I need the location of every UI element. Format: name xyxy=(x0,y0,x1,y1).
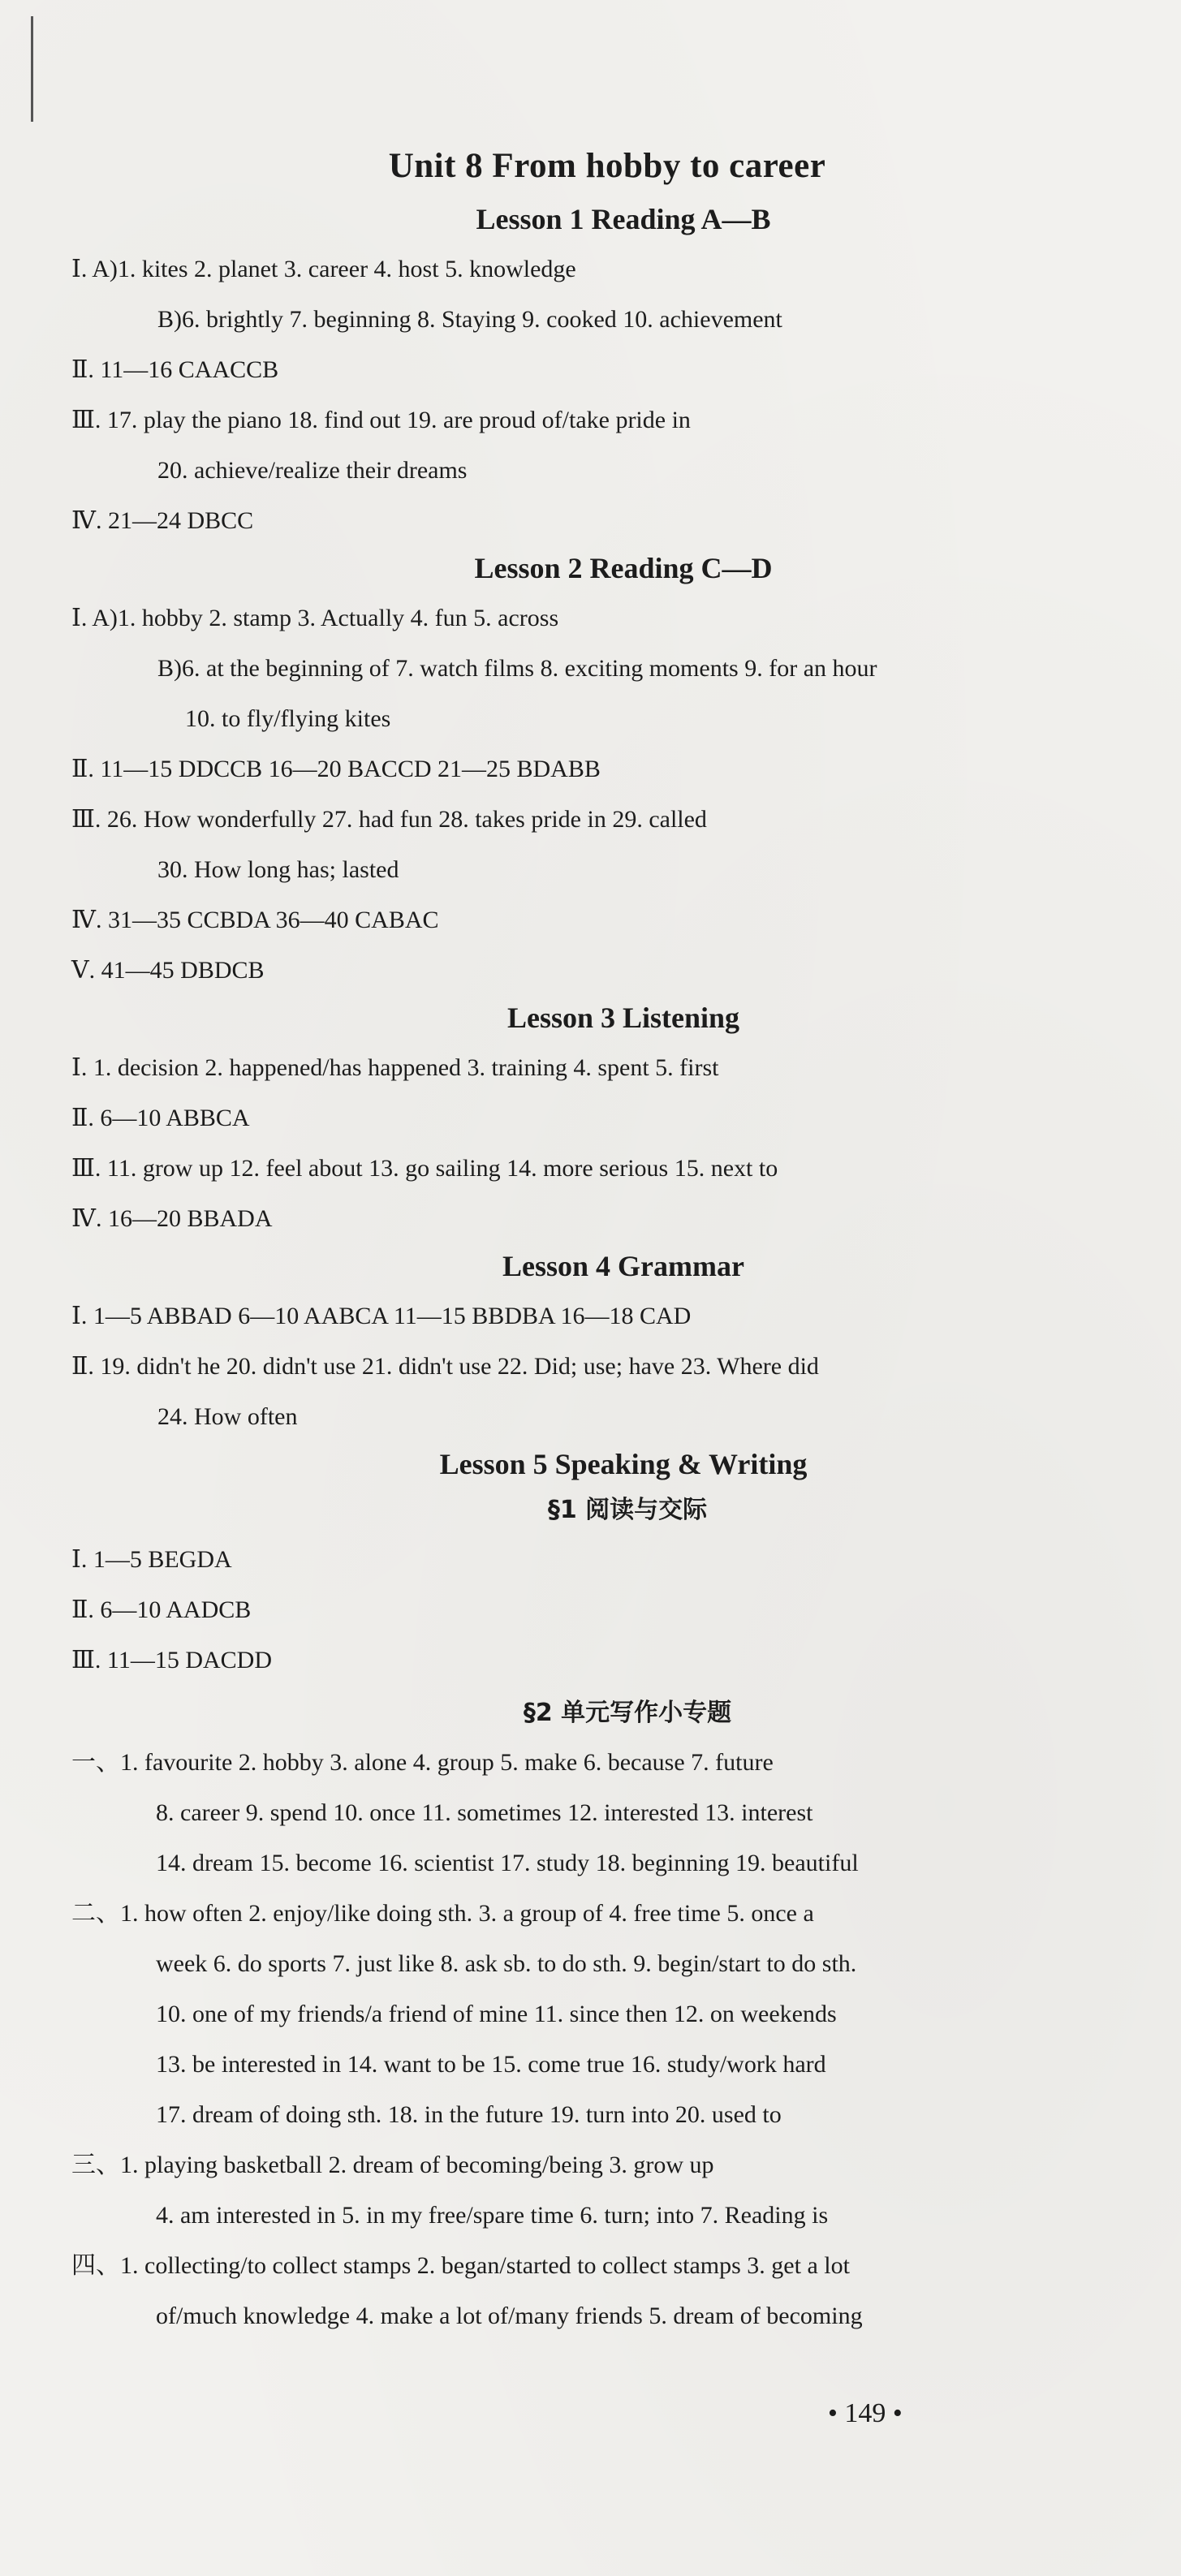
section-subtitle: §1 阅读与交际 xyxy=(547,1496,708,1524)
answer-line: 24. How often xyxy=(157,1403,298,1430)
answer-line: week 6. do sports 7. just like 8. ask sb. to do sth. 9. begin/start to do sth. xyxy=(156,1950,857,1977)
answer-line: 30. How long has; lasted xyxy=(157,856,399,883)
page-number-text: • 149 • xyxy=(828,2398,903,2428)
answer-line: Ⅴ. 41—45 DBDCB xyxy=(71,957,265,984)
answer-line: Ⅱ. 6—10 ABBCA xyxy=(71,1105,250,1131)
answer-line: Ⅳ. 16—20 BBADA xyxy=(71,1205,273,1232)
answer-line: 17. dream of doing sth. 18. in the future 19. turn into 20. used to xyxy=(156,2101,782,2128)
section-subtitle: §2 单元写作小专题 xyxy=(523,1699,732,1727)
answer-line: Ⅰ. 1—5 ABBAD 6—10 AABCA 11—15 BBDBA 16—18 CAD xyxy=(71,1303,692,1329)
answer-line: Ⅱ. 19. didn't he 20. didn't use 21. didn't use 22. Did; use; have 23. Where did xyxy=(71,1353,819,1380)
answer-line: 二、1. how often 2. enjoy/like doing sth. 3. a group of 4. free time 5. once a xyxy=(71,1900,814,1927)
answer-line: of/much knowledge 4. make a lot of/many friends 5. dream of becoming xyxy=(156,2302,863,2329)
answer-line: 14. dream 15. become 16. scientist 17. study 18. beginning 19. beautiful xyxy=(156,1850,859,1876)
answer-line: Ⅲ. 11—15 DACDD xyxy=(71,1647,272,1674)
unit-title: Unit 8 From hobby to career xyxy=(388,147,826,185)
answer-line: Ⅰ. 1. decision 2. happened/has happened 3. training 4. spent 5. first xyxy=(71,1054,719,1081)
answer-line: Ⅲ. 11. grow up 12. feel about 13. go sailing 14. more serious 15. next to xyxy=(71,1155,778,1182)
answer-line: 三、1. playing basketball 2. dream of becoming/being 3. grow up xyxy=(71,2152,714,2178)
lesson-title: Lesson 4 Grammar xyxy=(502,1250,744,1282)
answer-line: 4. am interested in 5. in my free/spare time 6. turn; into 7. Reading is xyxy=(156,2202,829,2229)
lesson-title: Lesson 5 Speaking & Writing xyxy=(439,1448,808,1480)
lesson-title: Lesson 1 Reading A—B xyxy=(476,203,771,235)
answer-line: 一、1. favourite 2. hobby 3. alone 4. group 5. make 6. because 7. future xyxy=(71,1749,774,1776)
answer-line: Ⅱ. 11—15 DDCCB 16—20 BACCD 21—25 BDABB xyxy=(71,756,601,782)
answer-line: Ⅲ. 26. How wonderfully 27. had fun 28. takes pride in 29. called xyxy=(71,806,707,833)
answer-line: Ⅱ. 11—16 CAACCB xyxy=(71,356,279,383)
answer-line: 10. to fly/flying kites xyxy=(185,705,391,732)
answer-line: 8. career 9. spend 10. once 11. sometimes 12. interested 13. interest xyxy=(156,1799,813,1826)
answer-line: Ⅳ. 21—24 DBCC xyxy=(71,507,254,534)
page-number xyxy=(828,2398,903,2429)
answer-line: 13. be interested in 14. want to be 15. come true 16. study/work hard xyxy=(156,2051,826,2078)
answer-line: Ⅲ. 17. play the piano 18. find out 19. are proud of/take pride in xyxy=(71,407,691,433)
lesson-title: Lesson 2 Reading C—D xyxy=(474,552,773,584)
answer-line: B)6. at the beginning of 7. watch films 8. exciting moments 9. for an hour xyxy=(157,655,877,682)
answer-line: Ⅰ. 1—5 BEGDA xyxy=(71,1546,232,1573)
answer-line: Ⅱ. 6—10 AADCB xyxy=(71,1596,252,1623)
answer-line: 10. one of my friends/a friend of mine 11. since then 12. on weekends xyxy=(156,2001,837,2027)
answer-line: B)6. brightly 7. beginning 8. Staying 9. cooked 10. achievement xyxy=(157,306,782,333)
answer-line: Ⅰ. A)1. kites 2. planet 3. career 4. host 5. knowledge xyxy=(71,256,576,282)
binding-edge xyxy=(31,16,33,122)
answer-line: Ⅳ. 31—35 CCBDA 36—40 CABAC xyxy=(71,907,439,933)
answer-line: Ⅰ. A)1. hobby 2. stamp 3. Actually 4. fun 5. across xyxy=(71,605,559,631)
answer-line: 20. achieve/realize their dreams xyxy=(157,457,468,484)
answer-content xyxy=(71,146,1127,2341)
answer-line: 四、1. collecting/to collect stamps 2. began/started to collect stamps 3. get a lot xyxy=(71,2252,850,2279)
lesson-title: Lesson 3 Listening xyxy=(506,1002,740,1034)
